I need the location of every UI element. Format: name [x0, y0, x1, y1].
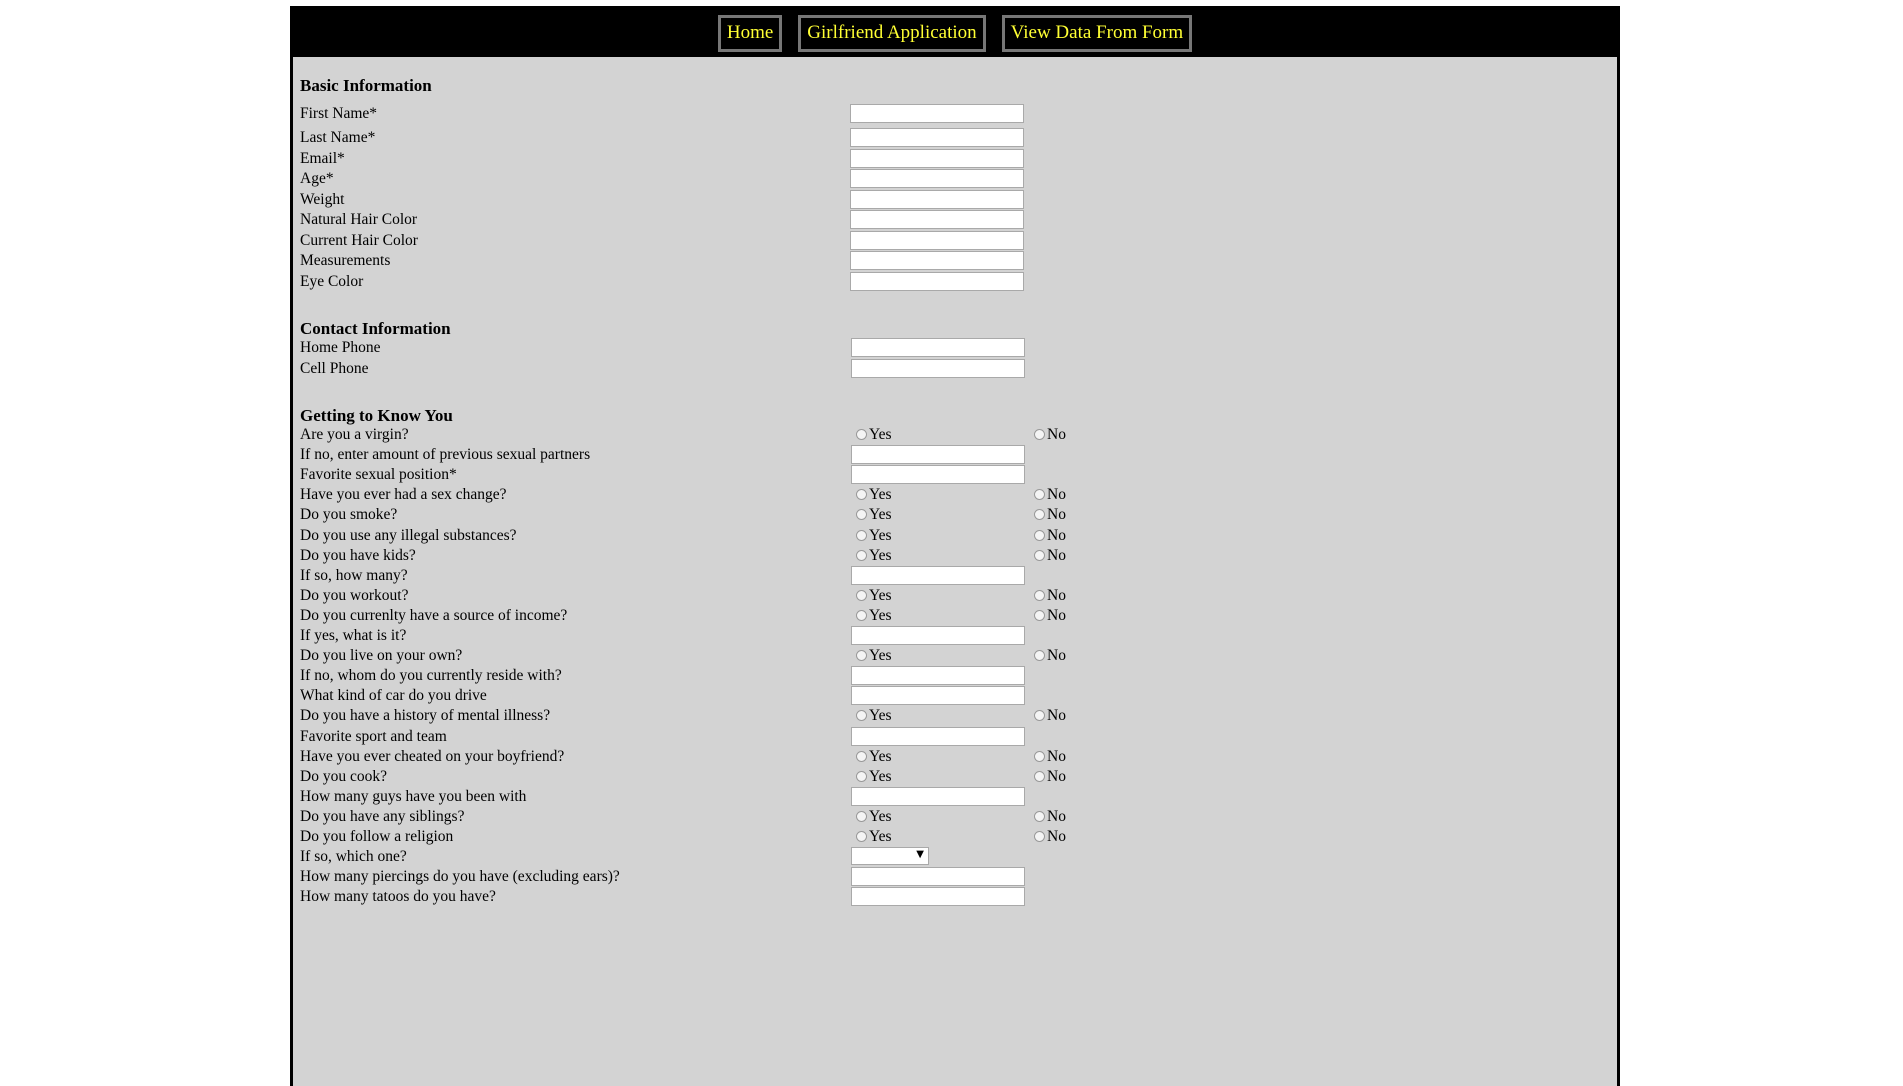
radio-no-label: No [1047, 828, 1066, 845]
radio-yes-label: Yes [869, 808, 892, 825]
radio-button[interactable] [856, 509, 867, 520]
text-field[interactable] [850, 149, 1024, 168]
text-field[interactable] [850, 272, 1024, 291]
radio-yes-label: Yes [869, 647, 892, 664]
radio-button[interactable] [1034, 650, 1045, 661]
radio-no-label: No [1047, 486, 1066, 503]
radio-yes-label: Yes [869, 607, 892, 624]
radio-button[interactable] [1034, 590, 1045, 601]
text-field[interactable] [851, 666, 1025, 685]
radio-yes-label: Yes [869, 828, 892, 845]
radio-button[interactable] [856, 530, 867, 541]
radio-yes-option[interactable] [856, 426, 892, 444]
field-label: Do you live on your own? [300, 647, 463, 664]
radio-no-label: No [1047, 808, 1066, 825]
radio-button[interactable] [1034, 509, 1045, 520]
text-field[interactable] [851, 359, 1025, 378]
radio-yes-option[interactable] [856, 748, 892, 766]
radio-yes-option[interactable] [856, 607, 892, 625]
field-label: If so, which one? [300, 848, 407, 865]
field-label: Home Phone [300, 339, 381, 356]
field-label: If so, how many? [300, 567, 408, 584]
text-field[interactable] [851, 887, 1025, 906]
radio-no-option[interactable] [1034, 547, 1066, 565]
radio-yes-label: Yes [869, 547, 892, 564]
field-label: Do you have a history of mental illness? [300, 707, 551, 724]
field-label: Have you ever had a sex change? [300, 486, 507, 503]
text-field[interactable] [850, 104, 1024, 123]
radio-yes-option[interactable] [856, 587, 892, 605]
radio-yes-label: Yes [869, 587, 892, 604]
radio-button[interactable] [1034, 751, 1045, 762]
radio-yes-option[interactable] [856, 506, 892, 524]
field-label: Are you a virgin? [300, 426, 409, 443]
radio-no-option[interactable] [1034, 527, 1066, 545]
radio-no-option[interactable] [1034, 748, 1066, 766]
field-label: Measurements [300, 252, 391, 269]
text-field[interactable] [851, 445, 1025, 464]
radio-yes-label: Yes [869, 748, 892, 765]
radio-button[interactable] [856, 489, 867, 500]
radio-button[interactable] [856, 610, 867, 621]
text-field[interactable] [850, 251, 1024, 270]
field-label: Cell Phone [300, 360, 369, 377]
field-label: Do you have any siblings? [300, 808, 465, 825]
field-label: If no, enter amount of previous sexual partners [300, 446, 591, 463]
field-label: First Name* [300, 105, 378, 122]
radio-yes-label: Yes [869, 768, 892, 785]
radio-no-label: No [1047, 647, 1066, 664]
radio-no-label: No [1047, 426, 1066, 443]
radio-button[interactable] [1034, 429, 1045, 440]
radio-no-label: No [1047, 707, 1066, 724]
radio-button[interactable] [1034, 530, 1045, 541]
radio-no-option[interactable] [1034, 607, 1066, 625]
radio-yes-label: Yes [869, 426, 892, 443]
field-label: What kind of car do you drive [300, 687, 487, 704]
radio-button[interactable] [1034, 831, 1045, 842]
radio-button[interactable] [856, 831, 867, 842]
field-label: If yes, what is it? [300, 627, 407, 644]
religion-select[interactable] [851, 847, 929, 865]
radio-no-option[interactable] [1034, 426, 1066, 444]
field-label: Favorite sexual position* [300, 466, 457, 483]
nav-home-button[interactable]: Home [718, 15, 782, 52]
page-container [290, 6, 1620, 1086]
radio-button[interactable] [1034, 710, 1045, 721]
section-title-basic: Basic Information [300, 76, 432, 95]
form-row [300, 888, 1600, 912]
field-label: How many tatoos do you have? [300, 888, 496, 905]
radio-button[interactable] [1034, 771, 1045, 782]
field-label: Last Name* [300, 129, 376, 146]
field-label: Age* [300, 170, 334, 187]
text-field[interactable] [850, 128, 1024, 147]
nav-view-data-button[interactable]: View Data From Form [1002, 15, 1192, 52]
radio-no-label: No [1047, 768, 1066, 785]
radio-button[interactable] [856, 429, 867, 440]
text-field[interactable] [851, 686, 1025, 705]
radio-button[interactable] [1034, 550, 1045, 561]
radio-button[interactable] [1034, 610, 1045, 621]
field-label: How many piercings do you have (excluding ears)? [300, 868, 620, 885]
field-label: Weight [300, 191, 345, 208]
section-title-getting: Getting to Know You [300, 406, 453, 425]
field-label: Do you cook? [300, 768, 387, 785]
radio-no-option[interactable] [1034, 506, 1066, 524]
radio-button[interactable] [1034, 811, 1045, 822]
radio-yes-option[interactable] [856, 707, 892, 725]
field-label: Eye Color [300, 273, 364, 290]
form-row [300, 360, 1600, 384]
field-label: Natural Hair Color [300, 211, 418, 228]
radio-button[interactable] [856, 811, 867, 822]
radio-yes-option[interactable] [856, 486, 892, 504]
field-label: Do you workout? [300, 587, 409, 604]
field-label: Do you follow a religion [300, 828, 454, 845]
nav-application-button[interactable]: Girlfriend Application [798, 15, 985, 52]
radio-yes-option[interactable] [856, 808, 892, 826]
field-label: Do you have kids? [300, 547, 416, 564]
radio-no-label: No [1047, 527, 1066, 544]
radio-button[interactable] [1034, 489, 1045, 500]
radio-no-label: No [1047, 547, 1066, 564]
field-label: Current Hair Color [300, 232, 418, 249]
radio-no-label: No [1047, 506, 1066, 523]
field-label: How many guys have you been with [300, 788, 527, 805]
radio-no-option[interactable] [1034, 587, 1066, 605]
field-label: Do you use any illegal substances? [300, 527, 517, 544]
radio-button[interactable] [856, 710, 867, 721]
radio-yes-option[interactable] [856, 547, 892, 565]
text-field[interactable] [850, 169, 1024, 188]
navbar [293, 9, 1617, 57]
radio-yes-option[interactable] [856, 828, 892, 846]
radio-button[interactable] [856, 751, 867, 762]
text-field[interactable] [851, 566, 1025, 585]
field-label: Do you currenlty have a source of income? [300, 607, 568, 624]
text-field[interactable] [851, 867, 1025, 886]
field-label: Email* [300, 150, 345, 167]
radio-yes-option[interactable] [856, 647, 892, 665]
text-field[interactable] [850, 231, 1024, 250]
form-row [300, 273, 1600, 297]
radio-yes-label: Yes [869, 486, 892, 503]
text-field[interactable] [851, 626, 1025, 645]
text-field[interactable] [851, 338, 1025, 357]
radio-no-option[interactable] [1034, 768, 1066, 786]
text-field[interactable] [850, 190, 1024, 209]
radio-button[interactable] [856, 550, 867, 561]
text-field[interactable] [851, 787, 1025, 806]
radio-no-label: No [1047, 607, 1066, 624]
radio-yes-option[interactable] [856, 527, 892, 545]
field-label: Have you ever cheated on your boyfriend? [300, 748, 565, 765]
radio-no-option[interactable] [1034, 808, 1066, 826]
form-row [300, 105, 1600, 129]
radio-yes-label: Yes [869, 707, 892, 724]
radio-no-label: No [1047, 748, 1066, 765]
radio-no-option[interactable] [1034, 486, 1066, 504]
radio-yes-option[interactable] [856, 768, 892, 786]
radio-button[interactable] [856, 650, 867, 661]
radio-no-option[interactable] [1034, 828, 1066, 846]
field-label: Favorite sport and team [300, 728, 447, 745]
text-field[interactable] [851, 465, 1025, 484]
radio-no-option[interactable] [1034, 647, 1066, 665]
radio-button[interactable] [856, 771, 867, 782]
radio-button[interactable] [856, 590, 867, 601]
text-field[interactable] [850, 210, 1024, 229]
text-field[interactable] [851, 727, 1025, 746]
radio-yes-label: Yes [869, 506, 892, 523]
radio-yes-label: Yes [869, 527, 892, 544]
radio-no-label: No [1047, 587, 1066, 604]
section-title-contact: Contact Information [300, 319, 451, 338]
chevron-down-icon: ▼ [916, 849, 924, 860]
field-label: If no, whom do you currently reside with? [300, 667, 562, 684]
radio-no-option[interactable] [1034, 707, 1066, 725]
field-label: Do you smoke? [300, 506, 398, 523]
